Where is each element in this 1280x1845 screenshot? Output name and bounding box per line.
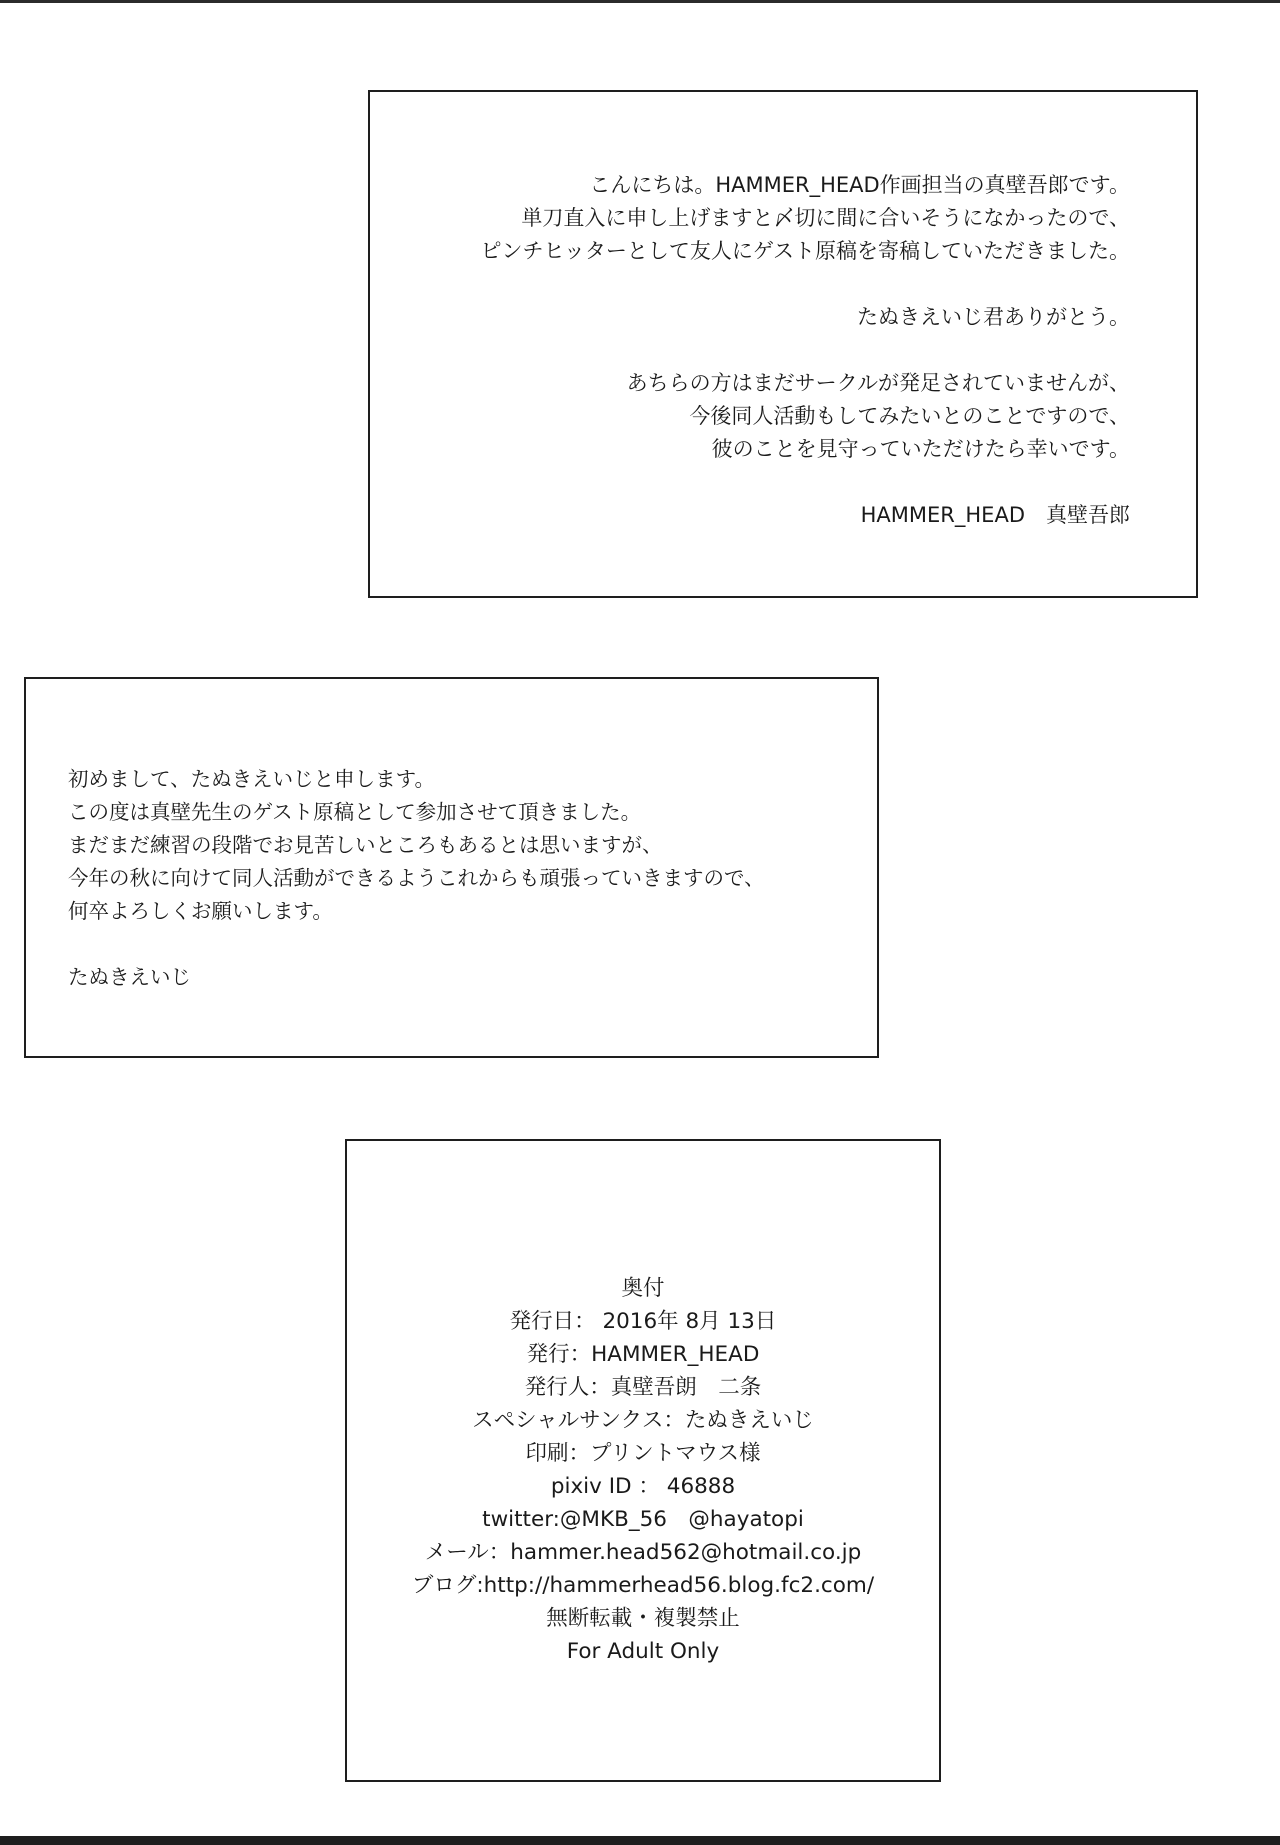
colophon-issuer: 発行人：真壁吾朗 二条 (524, 1375, 762, 1400)
colophon-pixiv: pixiv ID ： 46888 (550, 1474, 736, 1499)
artist-message-text (480, 169, 1130, 532)
guest-message-line: 今年の秋に向けて同人活動ができるようこれからも頑張っていきますので、 (68, 866, 765, 890)
scan-edge-bottom (0, 1836, 1280, 1845)
guest-signature: たぬきえいじ (68, 965, 191, 989)
guest-message-line: 何卒よろしくお願いします。 (68, 899, 333, 923)
artist-message-line: あちらの方はまだサークルが発足されていませんが、 (626, 371, 1130, 395)
colophon-adult-only: For Adult Only (566, 1639, 720, 1664)
artist-message-line: こんにちは。HAMMER_HEAD作画担当の真壁吾郎です。 (589, 173, 1130, 197)
artist-message-line: 今後同人活動もしてみたいとのことですので、 (689, 404, 1130, 428)
guest-message-line: まだまだ練習の段階でお見苦しいところもあるとは思いますが、 (68, 833, 663, 857)
guest-message-line: 初めまして、たぬきえいじと申します。 (68, 767, 435, 791)
colophon-special-thanks: スペシャルサンクス：たぬきえいじ (472, 1408, 814, 1433)
colophon-printer: 印刷：プリントマウス様 (525, 1441, 761, 1466)
colophon-mail: メール：hammer.head562@hotmail.co.jp (424, 1540, 862, 1565)
paragraph-gap (480, 334, 1130, 367)
guest-message-line: この度は真壁先生のゲスト原稿として参加させて頂きました。 (68, 800, 642, 824)
guest-message-box (24, 677, 879, 1058)
colophon-twitter: twitter:@MKB_56 @hayatopi (482, 1507, 804, 1532)
colophon-box (345, 1139, 941, 1782)
paragraph-gap (480, 466, 1130, 499)
paragraph-gap (68, 928, 765, 961)
artist-message-line: 彼のことを見守っていただけたら幸いです。 (711, 437, 1130, 461)
artist-message-line: たぬきえいじ君ありがとう。 (857, 305, 1130, 329)
scan-edge-top (0, 0, 1280, 3)
colophon-no-reprint: 無断転載・複製禁止 (546, 1606, 740, 1631)
colophon-publisher: 発行：HAMMER_HEAD (526, 1342, 760, 1367)
colophon-text (347, 1272, 939, 1668)
colophon-title: 奥付 (621, 1276, 665, 1301)
guest-message-text (68, 763, 765, 994)
artist-signature: HAMMER_HEAD 真壁吾郎 (860, 503, 1130, 527)
artist-message-line: ピンチヒッターとして友人にゲスト原稿を寄稿していただきました。 (480, 239, 1130, 263)
paragraph-gap (480, 268, 1130, 301)
artist-message-box (368, 90, 1198, 598)
colophon-blog: ブログ:http://hammerhead56.blog.fc2.com/ (411, 1573, 875, 1598)
colophon-publish-date: 発行日： 2016年 8月 13日 (509, 1309, 777, 1334)
artist-message-line: 単刀直入に申し上げますと〆切に間に合いそうになかったので、 (521, 206, 1130, 230)
